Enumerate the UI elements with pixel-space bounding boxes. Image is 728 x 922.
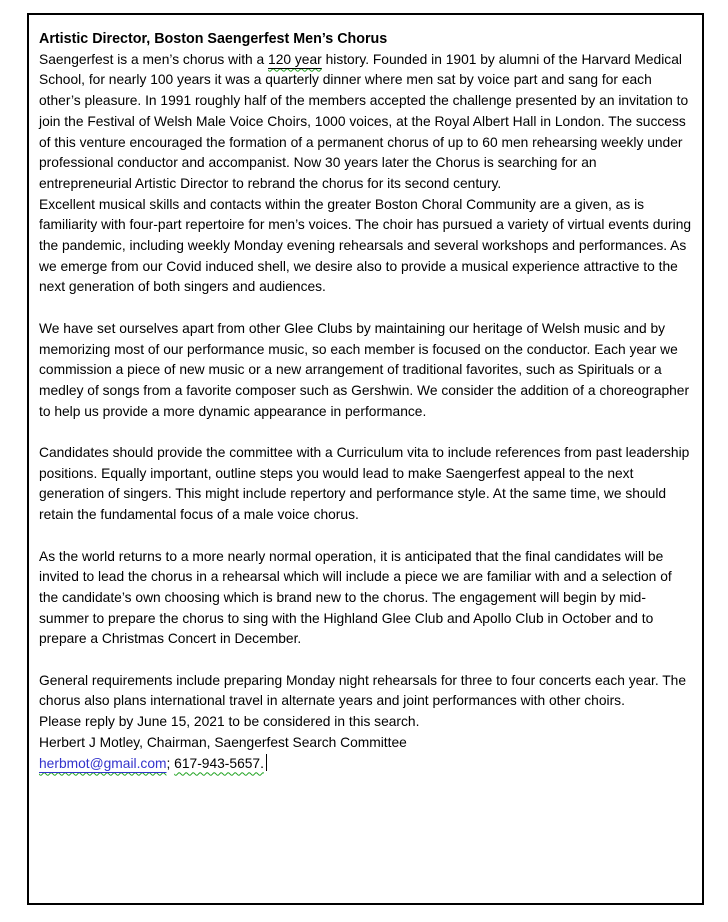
grammar-squiggle-phone [174,756,264,771]
grammar-squiggle-120-year [268,52,322,67]
document-title: Artistic Director, Boston Saengerfest Men’s Chorus [39,31,388,47]
paragraph-requirements: General requirements include preparing Monday night rehearsals for three to four concerts each year. The chorus also plans international travel in alternate years and joint performances with other choirs. [39,672,687,709]
text-run: Saengerfest is a men’s chorus with a [39,51,269,67]
email-link[interactable]: herbmot@gmail.com [39,755,167,771]
phone-number: 617-943-5657. [174,755,264,771]
text-run: history. Founded in 1901 by alumni of the Harvard Medical School, for nearly 100 years it was a quarterly dinner where men sat by voice part and sang for each other’s pleasure. In 1991 roughly half of the members accepted the challenge presented by an invitation to join the Festival of Welsh Male Voice Choirs, 1000 voices, at the Royal Albert Hall in London. The success of this venture encouraged the formation of a permanent chorus of up to 60 men rehearsing weekly under professional conductor and accompanist. Now 30 years later the Chorus is searching for an entrepreneurial Artistic Director to rebrand the chorus for its second century. [39,51,689,191]
reply-deadline-line: Please reply by June 15, 2021 to be considered in this search. [39,714,420,730]
paragraph-skills: Excellent musical skills and contacts within the greater Boston Choral Community are a given, as is familiarity with four-part repertoire for men’s voices. The choir has pursued a variety of virtual events during the pandemic, including weekly Monday evening rehearsals and several workshops and performances. As we emerge from our Covid induced shell, we desire also to provide a musical experience attractive to the next generation of both singers and audiences. [39,196,692,295]
contact-line [39,754,693,775]
paragraph-audition: As the world returns to a more nearly normal operation, it is anticipated that the final candidates will be invited to lead the chorus in a rehearsal which will include a piece we are familiar with and a selection of the candidate’s own choosing which is brand new to the chorus. The engagement will begin by mid-summer to prepare the chorus to sing with the Highland Glee Club and Apollo Club in October and to prepare a Christmas Concert in December. [39,548,672,647]
signature-line: Herbert J Motley, Chairman, Saengerfest Search Committee [39,734,407,750]
separator-text: ; [166,755,175,771]
paragraph-candidates: Candidates should provide the committee with a Curriculum vita to include references from past leadership positions. Equally important, outline steps you would lead to make Saengerfest appeal to the next generation of singers. This might include repertory and performance style. At the same time, we should retain the fundamental focus of a male voice chorus. [39,445,690,523]
document-page [27,13,704,905]
text-cursor [266,754,268,771]
paragraph-glee-clubs: We have set ourselves apart from other Glee Clubs by maintaining our heritage of Welsh music and by memorizing most of our performance music, so each member is focused on the conductor. Each year we commission a piece of new music or a new arrangement of traditional favorites, such as Spirituals or a medley of songs from a favorite composer such as Gershwin. We consider the addition of a choreographer to help us provide a more dynamic appearance in performance. [39,320,690,419]
grammar-squiggle-email [39,756,167,771]
underlined-text-120-year: 120 year [268,51,322,67]
paragraph-history [39,50,693,195]
